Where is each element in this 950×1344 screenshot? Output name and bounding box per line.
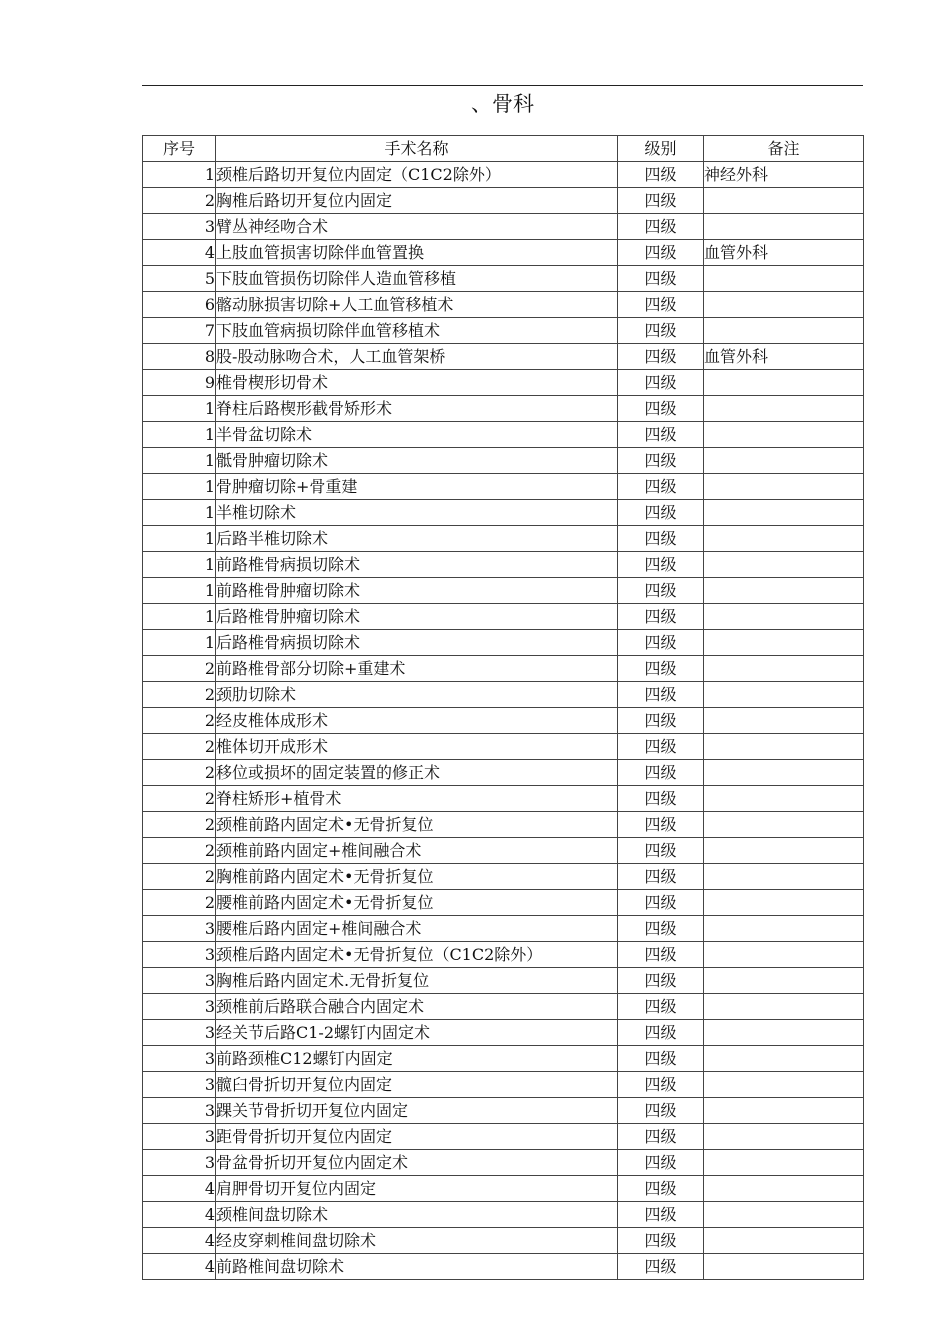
surgery-grade: 四级 (618, 1254, 704, 1280)
surgery-remark (704, 448, 864, 474)
row-number: 1 (143, 422, 216, 448)
surgery-grade: 四级 (618, 734, 704, 760)
surgery-grade: 四级 (618, 188, 704, 214)
row-number: 4 (143, 1254, 216, 1280)
table-row (143, 1020, 864, 1046)
table-row (143, 500, 864, 526)
surgery-name: 颈椎间盘切除术 (216, 1202, 618, 1228)
surgery-remark (704, 1176, 864, 1202)
surgery-remark (704, 552, 864, 578)
row-number: 3 (143, 1072, 216, 1098)
row-number: 1 (143, 526, 216, 552)
table-row (143, 162, 864, 188)
surgery-name: 半椎切除术 (216, 500, 618, 526)
row-number: 2 (143, 786, 216, 812)
surgery-name: 后路椎骨病损切除术 (216, 630, 618, 656)
table-row (143, 760, 864, 786)
row-number: 9 (143, 370, 216, 396)
table-row (143, 1124, 864, 1150)
table-row (143, 474, 864, 500)
surgery-name: 后路椎骨肿瘤切除术 (216, 604, 618, 630)
row-number: 3 (143, 968, 216, 994)
table-row (143, 1228, 864, 1254)
surgery-remark: 血管外科 (704, 240, 864, 266)
surgery-name: 骨肿瘤切除+骨重建 (216, 474, 618, 500)
table-row (143, 630, 864, 656)
table-row (143, 708, 864, 734)
row-number: 2 (143, 708, 216, 734)
row-number: 1 (143, 552, 216, 578)
surgery-grade: 四级 (618, 1228, 704, 1254)
table-header-row (143, 136, 864, 162)
surgery-grade: 四级 (618, 1124, 704, 1150)
table-row (143, 578, 864, 604)
surgery-grade: 四级 (618, 396, 704, 422)
row-number: 7 (143, 318, 216, 344)
surgery-remark (704, 630, 864, 656)
surgery-grade: 四级 (618, 474, 704, 500)
table-row (143, 188, 864, 214)
surgery-remark (704, 1228, 864, 1254)
surgery-name: 下肢血管病损切除伴血管移植术 (216, 318, 618, 344)
surgery-grade: 四级 (618, 422, 704, 448)
surgery-remark (704, 604, 864, 630)
table-row (143, 422, 864, 448)
page-title: 、骨科 (471, 92, 534, 116)
surgery-remark: 血管外科 (704, 344, 864, 370)
row-number: 2 (143, 890, 216, 916)
surgery-remark (704, 786, 864, 812)
surgery-grade: 四级 (618, 1150, 704, 1176)
surgery-remark (704, 994, 864, 1020)
surgery-remark (704, 708, 864, 734)
surgery-name: 腰椎前路内固定术•无骨折复位 (216, 890, 618, 916)
surgery-grade: 四级 (618, 864, 704, 890)
table-row (143, 916, 864, 942)
surgery-grade: 四级 (618, 500, 704, 526)
surgery-name: 椎体切开成形术 (216, 734, 618, 760)
surgery-name: 前路椎骨部分切除+重建术 (216, 656, 618, 682)
table-row (143, 1202, 864, 1228)
top-rule (142, 85, 863, 86)
row-number: 3 (143, 994, 216, 1020)
surgery-name: 经关节后路C1-2螺钉内固定术 (216, 1020, 618, 1046)
surgery-grade: 四级 (618, 656, 704, 682)
surgery-remark (704, 578, 864, 604)
surgery-name: 后路半椎切除术 (216, 526, 618, 552)
row-number: 4 (143, 240, 216, 266)
row-number: 1 (143, 630, 216, 656)
header-number: 序号 (143, 136, 216, 162)
surgery-remark (704, 968, 864, 994)
table-row (143, 812, 864, 838)
surgery-remark (704, 812, 864, 838)
table-row (143, 292, 864, 318)
surgery-name: 腰椎后路内固定+椎间融合术 (216, 916, 618, 942)
surgery-name: 半骨盆切除术 (216, 422, 618, 448)
surgery-remark (704, 734, 864, 760)
row-number: 3 (143, 1046, 216, 1072)
table-row (143, 838, 864, 864)
surgery-name: 前路颈椎C12螺钉内固定 (216, 1046, 618, 1072)
surgery-name: 胸椎前路内固定术•无骨折复位 (216, 864, 618, 890)
surgery-grade: 四级 (618, 292, 704, 318)
surgery-remark (704, 760, 864, 786)
surgery-name: 距骨骨折切开复位内固定 (216, 1124, 618, 1150)
surgery-remark (704, 1046, 864, 1072)
surgery-name: 髂动脉损害切除+人工血管移植术 (216, 292, 618, 318)
table-row (143, 526, 864, 552)
surgery-remark (704, 942, 864, 968)
table-body (143, 162, 864, 1280)
surgery-remark: 神经外科 (704, 162, 864, 188)
row-number: 1 (143, 604, 216, 630)
surgery-remark (704, 916, 864, 942)
row-number: 3 (143, 214, 216, 240)
surgery-name: 移位或损坏的固定装置的修正术 (216, 760, 618, 786)
surgery-name: 颈椎前后路联合融合内固定术 (216, 994, 618, 1020)
surgery-name: 脊柱矫形+植骨术 (216, 786, 618, 812)
surgery-name: 颈椎后路切开复位内固定（C1C2除外） (216, 162, 618, 188)
surgery-grade: 四级 (618, 994, 704, 1020)
surgery-name: 颈椎前路内固定术•无骨折复位 (216, 812, 618, 838)
surgery-grade: 四级 (618, 162, 704, 188)
row-number: 2 (143, 682, 216, 708)
surgery-name: 前路椎骨肿瘤切除术 (216, 578, 618, 604)
row-number: 3 (143, 1020, 216, 1046)
surgery-name: 下肢血管损伤切除伴人造血管移植 (216, 266, 618, 292)
surgery-grade: 四级 (618, 760, 704, 786)
surgery-grade: 四级 (618, 942, 704, 968)
surgery-remark (704, 396, 864, 422)
surgery-name: 肩胛骨切开复位内固定 (216, 1176, 618, 1202)
surgery-grade: 四级 (618, 968, 704, 994)
surgery-name: 踝关节骨折切开复位内固定 (216, 1098, 618, 1124)
surgery-grade: 四级 (618, 890, 704, 916)
row-number: 2 (143, 864, 216, 890)
row-number: 4 (143, 1176, 216, 1202)
surgery-grade: 四级 (618, 240, 704, 266)
surgery-name: 经皮穿刺椎间盘切除术 (216, 1228, 618, 1254)
surgery-name: 骨盆骨折切开复位内固定术 (216, 1150, 618, 1176)
table-row (143, 552, 864, 578)
row-number: 3 (143, 1124, 216, 1150)
table-row (143, 604, 864, 630)
table-row (143, 448, 864, 474)
surgery-remark (704, 838, 864, 864)
table-row (143, 266, 864, 292)
surgery-name: 颈椎后路内固定术•无骨折复位（C1C2除外） (216, 942, 618, 968)
surgery-grade: 四级 (618, 786, 704, 812)
table-row (143, 734, 864, 760)
surgery-name: 股-股动脉吻合术，人工血管架桥 (216, 344, 618, 370)
surgery-grade: 四级 (618, 318, 704, 344)
surgery-grade: 四级 (618, 578, 704, 604)
row-number: 3 (143, 942, 216, 968)
surgery-grade: 四级 (618, 1098, 704, 1124)
table-row (143, 786, 864, 812)
row-number: 2 (143, 838, 216, 864)
surgery-remark (704, 890, 864, 916)
surgery-name: 胸椎后路切开复位内固定 (216, 188, 618, 214)
surgery-name: 胸椎后路内固定术.无骨折复位 (216, 968, 618, 994)
surgery-name: 前路椎间盘切除术 (216, 1254, 618, 1280)
surgery-name: 前路椎骨病损切除术 (216, 552, 618, 578)
surgery-name: 上肢血管损害切除伴血管置换 (216, 240, 618, 266)
row-number: 1 (143, 396, 216, 422)
surgery-remark (704, 1254, 864, 1280)
surgery-grade: 四级 (618, 604, 704, 630)
row-number: 5 (143, 266, 216, 292)
surgery-remark (704, 214, 864, 240)
row-number: 2 (143, 188, 216, 214)
surgery-grade: 四级 (618, 214, 704, 240)
surgery-remark (704, 1072, 864, 1098)
row-number: 1 (143, 578, 216, 604)
row-number: 3 (143, 1098, 216, 1124)
surgery-grade: 四级 (618, 552, 704, 578)
surgery-remark (704, 500, 864, 526)
surgery-grade: 四级 (618, 812, 704, 838)
surgery-remark (704, 266, 864, 292)
surgery-remark (704, 526, 864, 552)
table-row (143, 396, 864, 422)
table-row (143, 864, 864, 890)
surgery-remark (704, 864, 864, 890)
row-number: 1 (143, 474, 216, 500)
table-row (143, 1046, 864, 1072)
row-number: 3 (143, 916, 216, 942)
table-row (143, 942, 864, 968)
table-row (143, 1254, 864, 1280)
surgery-grade: 四级 (618, 344, 704, 370)
surgery-grade: 四级 (618, 916, 704, 942)
table-row (143, 370, 864, 396)
header-remarks: 备注 (704, 136, 864, 162)
row-number: 6 (143, 292, 216, 318)
surgery-remark (704, 422, 864, 448)
surgery-grade: 四级 (618, 630, 704, 656)
row-number: 4 (143, 1202, 216, 1228)
row-number: 2 (143, 734, 216, 760)
surgery-grade: 四级 (618, 448, 704, 474)
surgery-name: 脊柱后路楔形截骨矫形术 (216, 396, 618, 422)
surgery-remark (704, 1020, 864, 1046)
surgery-grade: 四级 (618, 370, 704, 396)
row-number: 2 (143, 812, 216, 838)
surgery-grade: 四级 (618, 1072, 704, 1098)
surgery-grade: 四级 (618, 838, 704, 864)
surgery-remark (704, 682, 864, 708)
surgery-name: 骶骨肿瘤切除术 (216, 448, 618, 474)
table-row (143, 214, 864, 240)
surgery-grade: 四级 (618, 682, 704, 708)
surgery-remark (704, 474, 864, 500)
surgery-name: 臂丛神经吻合术 (216, 214, 618, 240)
surgery-table (142, 135, 864, 1280)
table-row (143, 318, 864, 344)
surgery-grade: 四级 (618, 1202, 704, 1228)
row-number: 2 (143, 760, 216, 786)
table-row (143, 968, 864, 994)
row-number: 8 (143, 344, 216, 370)
surgery-name: 颈椎前路内固定+椎间融合术 (216, 838, 618, 864)
surgery-name: 髋臼骨折切开复位内固定 (216, 1072, 618, 1098)
surgery-name: 经皮椎体成形术 (216, 708, 618, 734)
surgery-remark (704, 318, 864, 344)
header-grade: 级别 (618, 136, 704, 162)
surgery-remark (704, 370, 864, 396)
surgery-grade: 四级 (618, 1176, 704, 1202)
row-number: 1 (143, 162, 216, 188)
table-row (143, 1150, 864, 1176)
table-row (143, 344, 864, 370)
table-row (143, 240, 864, 266)
table-row (143, 994, 864, 1020)
surgery-remark (704, 188, 864, 214)
surgery-remark (704, 1124, 864, 1150)
table-row (143, 682, 864, 708)
surgery-remark (704, 656, 864, 682)
table-row (143, 1098, 864, 1124)
table-row (143, 890, 864, 916)
header-surgery-name: 手术名称 (216, 136, 618, 162)
row-number: 1 (143, 448, 216, 474)
table-row (143, 1072, 864, 1098)
surgery-grade: 四级 (618, 526, 704, 552)
surgery-remark (704, 1098, 864, 1124)
row-number: 1 (143, 500, 216, 526)
row-number: 3 (143, 1150, 216, 1176)
table-row (143, 656, 864, 682)
row-number: 2 (143, 656, 216, 682)
surgery-name: 颈肋切除术 (216, 682, 618, 708)
surgery-remark (704, 1202, 864, 1228)
surgery-grade: 四级 (618, 266, 704, 292)
surgery-grade: 四级 (618, 1046, 704, 1072)
surgery-remark (704, 1150, 864, 1176)
surgery-remark (704, 292, 864, 318)
table-row (143, 1176, 864, 1202)
row-number: 4 (143, 1228, 216, 1254)
surgery-grade: 四级 (618, 708, 704, 734)
surgery-grade: 四级 (618, 1020, 704, 1046)
surgery-name: 椎骨楔形切骨术 (216, 370, 618, 396)
